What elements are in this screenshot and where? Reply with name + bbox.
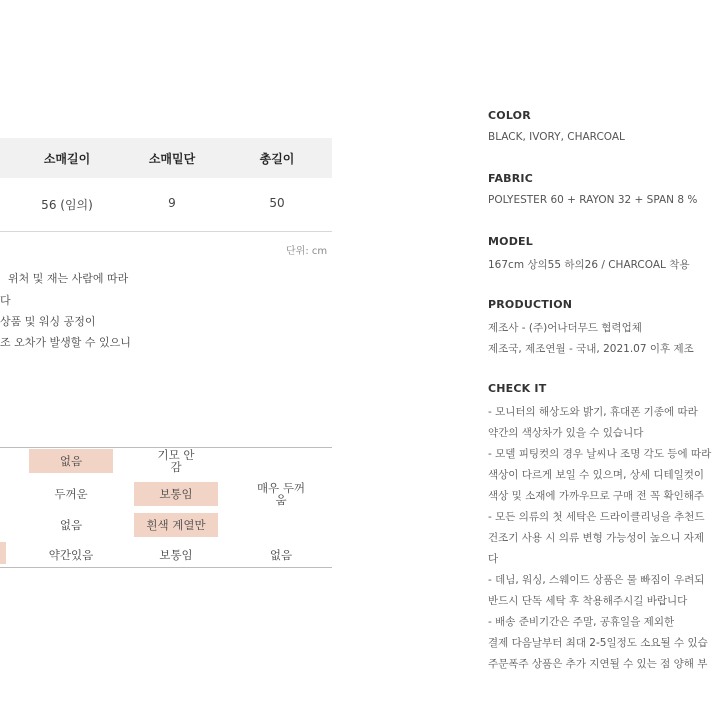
production-heading: PRODUCTION	[488, 298, 573, 311]
feature-cell-selected: 흰색 계열만	[134, 513, 218, 537]
size-note-line: 다	[0, 294, 11, 307]
feature-cell: 보통임	[159, 548, 193, 562]
production-line: 제조사 - (주)어나더무드 협력업체	[488, 322, 642, 334]
feature-cell-selected-partial	[0, 542, 6, 564]
feature-cell: 없음	[269, 548, 293, 562]
feature-cell: 두꺼운	[54, 487, 88, 501]
feature-cell: 없음	[59, 518, 83, 532]
size-table-bottom-rule	[0, 231, 332, 232]
cell-sleeve-hem: 9	[168, 196, 176, 210]
check-it-line: 건조기 사용 시 의류 변형 가능성이 높으니 자제	[488, 532, 705, 544]
check-it-line: 주문폭주 상품은 추가 지연될 수 있는 점 양해 부	[488, 658, 708, 670]
size-note-line: 상품 및 워싱 공정이	[0, 315, 96, 328]
check-it-heading: CHECK IT	[488, 382, 547, 395]
header-sleeve-length: 소매길이	[43, 152, 91, 166]
check-it-line: 반드시 단독 세탁 후 착용해주시길 바랍니다	[488, 595, 688, 607]
color-value: BLACK, IVORY, CHARCOAL	[488, 131, 625, 143]
size-note-line: 위처 및 재는 사람에 따라	[8, 272, 129, 285]
fabric-heading: FABRIC	[488, 172, 533, 185]
feature-cell-selected: 없음	[29, 449, 113, 473]
feature-cell-selected: 보통임	[134, 482, 218, 506]
header-sleeve-hem: 소매밑단	[148, 152, 196, 166]
check-it-line: - 모든 의류의 첫 세탁은 드라이클리닝을 추천드	[488, 511, 705, 523]
production-line: 제조국, 제조연월 - 국내, 2021.07 이후 제조	[488, 343, 694, 355]
check-it-line: 다	[488, 553, 499, 565]
check-it-line: 약간의 색상차가 있을 수 있습니다	[488, 427, 644, 439]
check-it-line: 색상 및 소재에 가까우므로 구매 전 꼭 확인해주	[488, 490, 705, 502]
check-it-line: - 모델 피팅컷의 경우 날씨나 조명 각도 등에 따라	[488, 448, 712, 460]
cell-sleeve-length: 56 (임의)	[41, 198, 93, 212]
size-note-line: 조 오차가 발생할 수 있으니	[0, 336, 131, 349]
feature-cell: 약간있음	[48, 548, 94, 562]
check-it-line: - 모니터의 해상도와 밝기, 휴대폰 기종에 따라	[488, 406, 698, 418]
fabric-value: POLYESTER 60 + RAYON 32 + SPAN 8 %	[488, 194, 698, 206]
fabric-grid-bottom-rule	[0, 567, 332, 568]
check-it-line: 결제 다음날부터 최대 2-5일정도 소요될 수 있습	[488, 637, 708, 649]
feature-cell: 기모 안 감	[157, 448, 195, 474]
header-total-length: 총길이	[259, 152, 295, 166]
model-heading: MODEL	[488, 235, 533, 248]
model-value: 167cm 상의55 하의26 / CHARCOAL 착용	[488, 259, 690, 271]
color-heading: COLOR	[488, 109, 531, 122]
unit-label: 단위: cm	[286, 246, 328, 257]
check-it-line: 색상이 다르게 보일 수 있으며, 상세 디테일컷이	[488, 469, 705, 481]
check-it-line: - 데님, 워싱, 스웨이드 상품은 물 빠짐이 우려되	[488, 574, 705, 586]
feature-cell: 매우 두꺼움	[256, 481, 306, 507]
cell-total-length: 50	[269, 196, 285, 210]
check-it-line: - 배송 준비기간은 주말, 공휴일을 제외한	[488, 616, 675, 628]
